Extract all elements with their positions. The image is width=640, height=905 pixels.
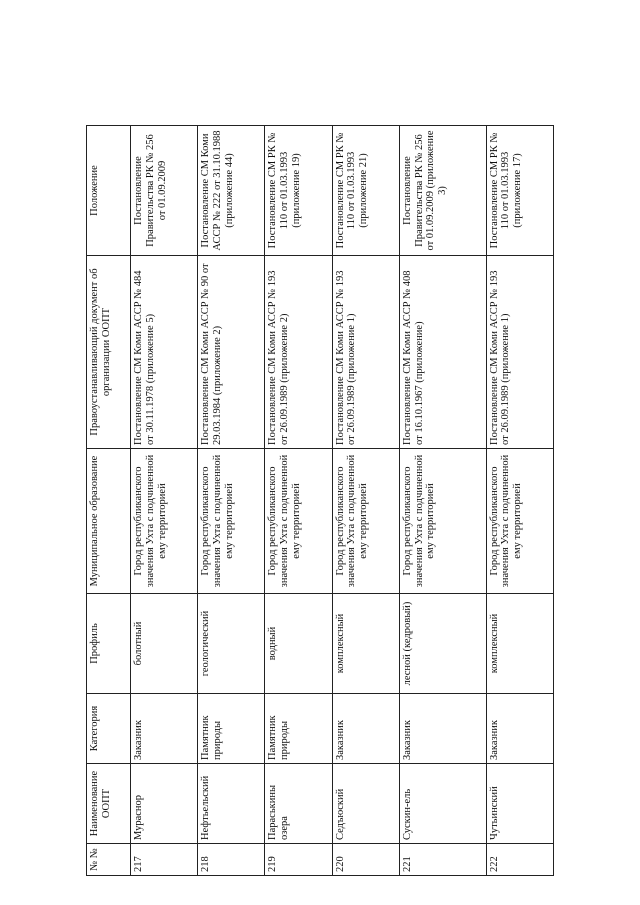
cell-name: Чутьинский xyxy=(486,764,553,844)
cell-name: Сускин-ель xyxy=(399,764,486,844)
table-header-row xyxy=(87,126,131,876)
cell-document: Постановление СМ Коми АССР № 408 от 16.10.1967 (приложение) xyxy=(399,256,486,449)
cell-municipality: Город республиканского значения Ухта с подчиненной ему территорией xyxy=(265,449,332,594)
cell-profile: комплексный xyxy=(486,594,553,694)
cell-category: Заказник xyxy=(486,694,553,764)
cell-position: Постановление СМ Коми АССР № 222 от 31.10.1988 (приложение 44) xyxy=(198,126,265,256)
header-document: Правоустанавливающий документ об организации ООПТ xyxy=(87,256,131,449)
cell-num: 221 xyxy=(399,844,486,876)
table-row xyxy=(486,126,553,876)
cell-profile: геологический xyxy=(198,594,265,694)
protected-areas-table xyxy=(86,125,554,876)
cell-category: Памятник природы xyxy=(198,694,265,764)
cell-document: Постановление СМ Коми АССР № 193 от 26.09.1989 (приложение 2) xyxy=(265,256,332,449)
cell-position: Постановление Правительства РК № 256 от 01.09.2009 xyxy=(131,126,198,256)
cell-document: Постановление СМ Коми АССР № 193 от 26.09.1989 (приложение 1) xyxy=(332,256,399,449)
cell-num: 218 xyxy=(198,844,265,876)
table-row xyxy=(265,126,332,876)
cell-name: Параськины озера xyxy=(265,764,332,844)
cell-municipality: Город республиканского значения Ухта с подчиненной ему территорией xyxy=(332,449,399,594)
header-name: Наименование ООПТ xyxy=(87,764,131,844)
cell-position: Постановление СМ РК № 110 от 01.03.1993 (приложение 17) xyxy=(486,126,553,256)
cell-document: Постановление СМ Коми АССР № 90 от 29.03.1984 (приложение 2) xyxy=(198,256,265,449)
table-row xyxy=(131,126,198,876)
cell-profile: лесной (кедровый) xyxy=(399,594,486,694)
cell-category: Заказник xyxy=(399,694,486,764)
cell-category: Заказник xyxy=(131,694,198,764)
cell-profile: болотный xyxy=(131,594,198,694)
cell-position: Постановление Правительства РК № 256 от 01.09.2009 (приложение 3) xyxy=(399,126,486,256)
cell-position: Постановление СМ РК № 110 от 01.03.1993 (приложение 19) xyxy=(265,126,332,256)
cell-num: 217 xyxy=(131,844,198,876)
cell-name: Мураснор xyxy=(131,764,198,844)
cell-name: Нефтьельский xyxy=(198,764,265,844)
header-category: Категория xyxy=(87,694,131,764)
cell-municipality: Город республиканского значения Ухта с подчиненной ему территорией xyxy=(198,449,265,594)
cell-document: Постановление СМ Коми АССР № 484 от 30.11.1978 (приложение 5) xyxy=(131,256,198,449)
header-profile: Профиль xyxy=(87,594,131,694)
cell-num: 222 xyxy=(486,844,553,876)
table-row xyxy=(332,126,399,876)
cell-profile: комплексный xyxy=(332,594,399,694)
cell-profile: водный xyxy=(265,594,332,694)
cell-category: Заказник xyxy=(332,694,399,764)
cell-municipality: Город республиканского значения Ухта с подчиненной ему территорией xyxy=(399,449,486,594)
cell-municipality: Город республиканского значения Ухта с подчиненной ему территорией xyxy=(131,449,198,594)
cell-category: Памятник природы xyxy=(265,694,332,764)
cell-num: 220 xyxy=(332,844,399,876)
rotated-table-container xyxy=(86,126,554,876)
table-row xyxy=(198,126,265,876)
cell-municipality: Город республиканского значения Ухта с подчиненной ему территорией xyxy=(486,449,553,594)
cell-name: Седъюский xyxy=(332,764,399,844)
table-row xyxy=(399,126,486,876)
header-municipality: Муниципальное образование xyxy=(87,449,131,594)
cell-position: Постановление СМ РК № 110 от 01.03.1993 (приложение 21) xyxy=(332,126,399,256)
cell-document: Постановление СМ Коми АССР № 193 от 26.09.1989 (приложение 1) xyxy=(486,256,553,449)
header-num: № № xyxy=(87,844,131,876)
cell-num: 219 xyxy=(265,844,332,876)
header-position: Положение xyxy=(87,126,131,256)
